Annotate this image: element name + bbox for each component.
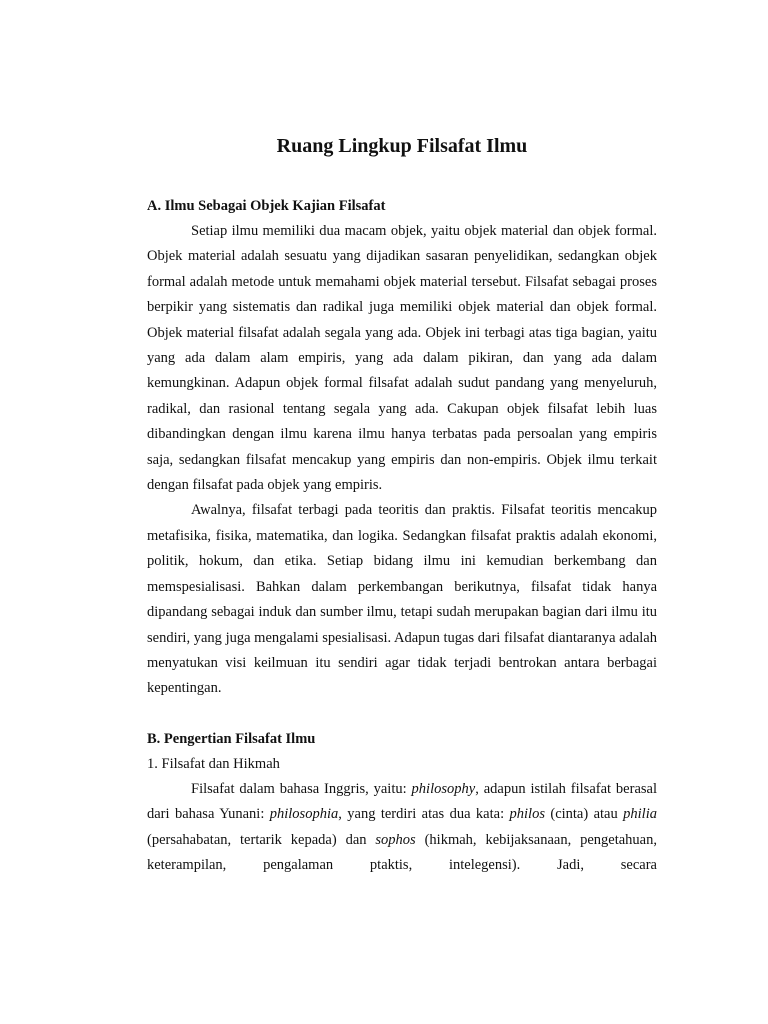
page-content xyxy=(147,134,657,878)
section-b-heading: B. Pengertian Filsafat Ilmu xyxy=(147,730,316,747)
p3-text-4: (cinta) atau xyxy=(544,806,624,823)
p3-term-philos: philos xyxy=(509,806,545,823)
section-a-heading: A. Ilmu Sebagai Objek Kajian Filsafat xyxy=(147,198,386,214)
section-a-paragraph-2: Awalnya, filsafat terbagi pada teoritis dan praktis. Filsafat teoritis mencakup metafisika, fisika, matematika, dan logika. Sedangkan filsafat praktis adalah ekonomi, politik, hokum, dan etika. Setiap bidang ilmu ini kemudian berkembang dan memspesialisasi. Bahkan dalam perkembangan berikutnya, filsafat tidak hanya dipandang sebagai induk dan sumber ilmu, tetapi sudah merupakan bagian dari ilmu itu sendiri, yang juga mengalami spesialisasi. Adapun tugas dari filsafat diantaranya adalah menyatukan visi keilmuan itu sendiri agar tidak terjadi bentrokan antara berbagai kepentingan. xyxy=(147,502,657,697)
p3-text-5: (persahabatan, tertarik kepada) dan xyxy=(147,831,376,848)
p3-term-sophos: sophos xyxy=(375,831,416,848)
section-b-paragraph-1 xyxy=(147,777,657,879)
p3-term-philosophia: philosophia xyxy=(269,806,339,823)
section-a-paragraph-1: Setiap ilmu memiliki dua macam objek, yaitu objek material dan objek formal. Objek material adalah sesuatu yang dijadikan sasaran penyelidikan, sedangkan objek formal adalah metode untuk memahami objek material tersebut. Filsafat sebagai proses berpikir yang sistematis dan radikal juga memiliki objek material dan objek formal. Objek material filsafat adalah segala yang ada. Objek ini terbagi atas tiga bagian, yaitu yang ada dalam alam empiris, yang ada dalam pikiran, dan yang ada dalam kemungkinan. Adapun objek formal filsafat adalah sudut pandang yang menyeluruh, radikal, dan rasional tentang segala yang ada. Cakupan objek filsafat lebih luas dibandingkan dengan ilmu karena ilmu hanya terbatas pada persoalan yang empiris saja, sedangkan filsafat mencakup yang empiris dan non-empiris. Objek ilmu terkait dengan filsafat pada objek yang empiris. xyxy=(147,223,657,494)
p3-term-philosophy: philosophy xyxy=(411,780,476,797)
p3-text-6: (hikmah, kebijaksanaan, pengetahuan, keterampilan, pengalaman ptaktis, intelegensi). Jadi, secara xyxy=(147,831,657,873)
p3-text-1: Filsafat dalam bahasa Inggris, yaitu: xyxy=(191,780,412,797)
section-b-subheading: 1. Filsafat dan Hikmah xyxy=(147,755,280,772)
page-title: Ruang Lingkup Filsafat Ilmu xyxy=(276,135,528,157)
p3-text-2: , adapun istilah filsafat berasal dari bahasa Yunani: xyxy=(147,780,657,823)
p3-text-3: , yang terdiri atas dua kata: xyxy=(338,806,510,823)
p3-term-philia: philia xyxy=(623,806,657,823)
